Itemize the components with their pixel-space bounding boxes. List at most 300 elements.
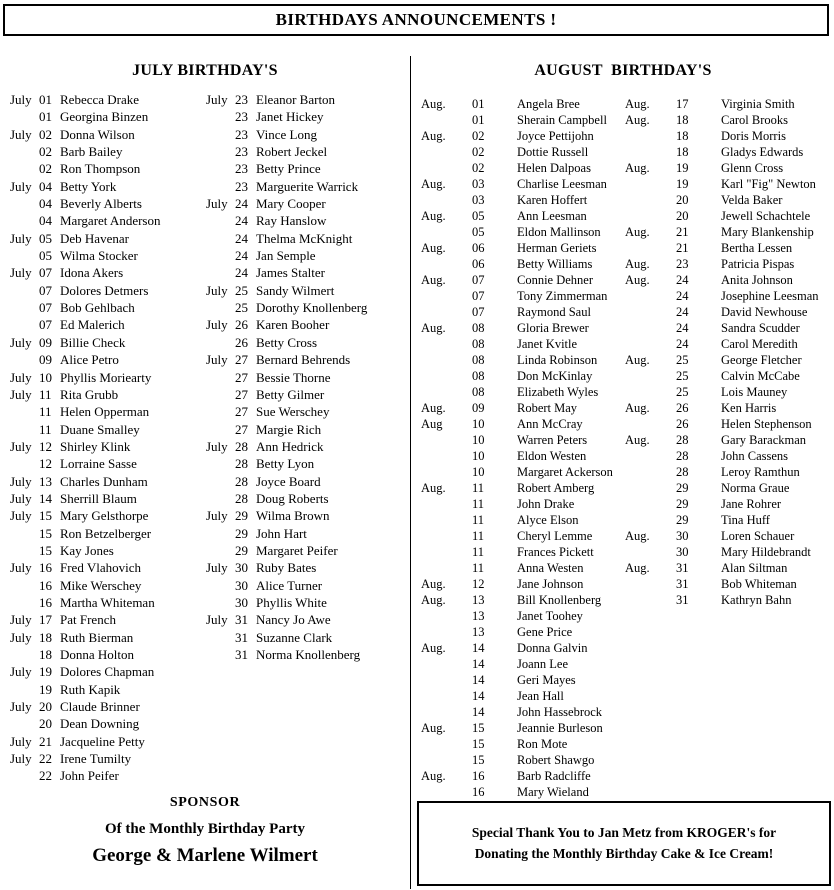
- day-number: 04: [39, 213, 52, 229]
- person-name: Betty Gilmer: [256, 386, 325, 402]
- person-name: Karl "Fig" Newton: [721, 177, 816, 191]
- person-name: Don McKinlay: [517, 369, 593, 383]
- day-number: 23: [235, 178, 248, 194]
- person-name: Bob Whiteman: [721, 577, 797, 591]
- birthday-row: [206, 195, 410, 212]
- day-number: 24: [235, 248, 248, 264]
- person-name: Shirley Klink: [60, 438, 131, 454]
- birthday-row: [421, 320, 625, 336]
- person-name: Wilma Brown: [256, 508, 330, 524]
- birthday-row: [10, 629, 206, 646]
- person-name: Fred Vlahovich: [60, 560, 141, 576]
- birthday-row: [421, 608, 625, 624]
- person-name: Vince Long: [256, 126, 317, 142]
- person-name: John Drake: [517, 497, 575, 511]
- person-name: Dolores Chapman: [60, 664, 155, 680]
- day-number: 01: [39, 92, 52, 107]
- day-number: 02: [39, 144, 52, 160]
- person-name: Dean Downing: [60, 716, 140, 732]
- person-name: Ruth Kapik: [60, 681, 121, 697]
- day-number: 19: [39, 664, 52, 680]
- day-number: 10: [472, 465, 485, 479]
- person-name: James Stalter: [256, 265, 325, 281]
- day-number: 29: [235, 525, 248, 541]
- day-number: 17: [676, 97, 689, 111]
- birthday-row: [206, 594, 410, 611]
- month-label: Aug.: [421, 593, 446, 607]
- birthday-row: [625, 144, 834, 160]
- month-label: July: [10, 386, 32, 402]
- birthday-row: [206, 421, 410, 438]
- month-label: July: [10, 473, 32, 489]
- person-name: Robert May: [517, 401, 578, 415]
- person-name: Bertha Lessen: [721, 241, 793, 255]
- day-number: 24: [235, 265, 248, 281]
- person-name: Barb Radcliffe: [517, 769, 591, 783]
- birthday-row: [421, 720, 625, 736]
- birthday-row: [625, 192, 834, 208]
- day-number: 10: [472, 449, 485, 463]
- day-number: 23: [235, 109, 248, 125]
- person-name: Josephine Leesman: [721, 289, 819, 303]
- person-name: Claude Brinner: [60, 699, 140, 715]
- sponsor-block: [0, 795, 410, 867]
- month-label: July: [10, 126, 32, 142]
- month-label: July: [10, 265, 32, 281]
- day-number: 31: [235, 612, 248, 628]
- person-name: Eldon Mallinson: [517, 225, 601, 239]
- person-name: Ken Harris: [721, 401, 777, 415]
- person-name: Loren Schauer: [721, 529, 795, 543]
- person-name: Angela Bree: [517, 97, 580, 111]
- july-section: [0, 42, 410, 867]
- person-name: Dolores Detmers: [60, 282, 149, 298]
- birthday-row: [206, 507, 410, 524]
- birthday-row: [625, 576, 834, 592]
- month-label: Aug.: [421, 641, 446, 655]
- month-label: Aug.: [421, 177, 446, 191]
- birthday-row: [421, 784, 625, 800]
- birthday-row: [625, 560, 834, 576]
- person-name: Sherain Campbell: [517, 113, 607, 127]
- day-number: 11: [39, 386, 52, 402]
- month-label: July: [10, 629, 32, 645]
- month-label: July: [206, 196, 228, 212]
- person-name: John Cassens: [721, 449, 789, 463]
- birthday-row: [206, 525, 410, 542]
- person-name: John Hart: [256, 525, 307, 541]
- month-label: July: [10, 178, 32, 194]
- birthday-row: [625, 240, 834, 256]
- month-label: July: [10, 733, 32, 749]
- birthday-row: [10, 369, 206, 386]
- day-number: 13: [472, 609, 485, 623]
- month-label: Aug.: [625, 257, 650, 271]
- birthday-row: [421, 560, 625, 576]
- day-number: 15: [39, 525, 52, 541]
- person-name: Ray Hanslow: [256, 213, 327, 229]
- august-section: [412, 42, 834, 800]
- person-name: Mary Gelsthorpe: [60, 508, 149, 524]
- day-number: 27: [235, 352, 248, 368]
- day-number: 22: [39, 768, 52, 784]
- birthday-row: [421, 240, 625, 256]
- day-number: 21: [676, 225, 689, 239]
- person-name: Suzanne Clark: [256, 629, 333, 645]
- birthday-row: [625, 480, 834, 496]
- birthday-row: [10, 230, 206, 247]
- month-label: July: [206, 560, 228, 576]
- birthday-row: [625, 176, 834, 192]
- day-number: 08: [472, 353, 485, 367]
- person-name: Duane Smalley: [60, 421, 140, 437]
- birthday-row: [421, 160, 625, 176]
- day-number: 31: [676, 577, 689, 591]
- birthday-row: [206, 212, 410, 229]
- birthday-row: [421, 736, 625, 752]
- birthday-row: [625, 512, 834, 528]
- birthday-row: [10, 715, 206, 732]
- day-number: 15: [472, 721, 485, 735]
- person-name: Kathryn Bahn: [721, 593, 792, 607]
- month-label: Aug.: [421, 769, 446, 783]
- person-name: Alice Petro: [60, 352, 119, 368]
- birthday-row: [421, 688, 625, 704]
- person-name: Bob Gehlbach: [60, 300, 135, 316]
- day-number: 20: [676, 193, 689, 207]
- birthday-row: [10, 750, 206, 767]
- birthday-row: [10, 386, 206, 403]
- birthday-row: [10, 421, 206, 438]
- day-number: 27: [235, 369, 248, 385]
- day-number: 11: [472, 481, 485, 495]
- day-number: 17: [39, 612, 52, 628]
- day-number: 11: [39, 421, 52, 437]
- birthday-row: [10, 299, 206, 316]
- day-number: 02: [39, 161, 52, 177]
- person-name: Calvin McCabe: [721, 369, 800, 383]
- day-number: 30: [235, 560, 248, 576]
- person-name: Wilma Stocker: [60, 248, 138, 264]
- day-number: 29: [676, 497, 689, 511]
- person-name: George Fletcher: [721, 353, 802, 367]
- birthday-row: [421, 496, 625, 512]
- day-number: 28: [235, 473, 248, 489]
- day-number: 12: [472, 577, 485, 591]
- birthday-row: [206, 108, 410, 125]
- person-name: Ann McCray: [517, 417, 583, 431]
- title-banner: [3, 4, 829, 36]
- birthday-row: [625, 416, 834, 432]
- birthday-row: [625, 320, 834, 336]
- birthday-row: [10, 108, 206, 125]
- birthday-row: [10, 542, 206, 559]
- birthday-row: [206, 386, 410, 403]
- person-name: Robert Amberg: [517, 481, 595, 495]
- day-number: 30: [676, 529, 689, 543]
- july-columns: [0, 91, 410, 785]
- day-number: 16: [472, 769, 485, 783]
- person-name: Herman Geriets: [517, 241, 597, 255]
- birthday-row: [625, 352, 834, 368]
- vertical-divider: [410, 56, 411, 889]
- birthday-row: [10, 455, 206, 472]
- month-label: July: [10, 92, 32, 107]
- birthday-row: [625, 96, 834, 112]
- month-label: Aug.: [625, 561, 650, 575]
- august-columns: [412, 96, 834, 800]
- person-name: Donna Galvin: [517, 641, 588, 655]
- birthday-row: [206, 160, 410, 177]
- day-number: 31: [235, 629, 248, 645]
- month-label: Aug.: [625, 97, 650, 111]
- month-label: Aug.: [625, 433, 650, 447]
- person-name: Mary Cooper: [256, 196, 326, 212]
- day-number: 28: [235, 438, 248, 454]
- birthday-row: [206, 351, 410, 368]
- person-name: Alyce Elson: [517, 513, 579, 527]
- thank-you-box: [417, 801, 831, 886]
- day-number: 07: [39, 282, 52, 298]
- day-number: 07: [39, 317, 52, 333]
- birthday-row: [421, 464, 625, 480]
- person-name: Norma Knollenberg: [256, 647, 361, 662]
- day-number: 24: [235, 230, 248, 246]
- person-name: Deb Havenar: [60, 230, 129, 246]
- person-name: Ron Betzelberger: [60, 525, 152, 541]
- day-number: 29: [676, 513, 689, 527]
- person-name: Bernard Behrends: [256, 352, 351, 368]
- person-name: Carol Meredith: [721, 337, 798, 351]
- person-name: Mary Hildebrandt: [721, 545, 811, 559]
- person-name: Joyce Pettijohn: [517, 129, 594, 143]
- day-number: 29: [676, 481, 689, 495]
- day-number: 09: [472, 401, 485, 415]
- month-label: Aug.: [421, 241, 446, 255]
- day-number: 04: [39, 196, 52, 212]
- day-number: 15: [39, 542, 52, 558]
- birthday-row: [206, 629, 410, 646]
- birthday-row: [206, 230, 410, 247]
- birthday-row: [421, 272, 625, 288]
- day-number: 11: [472, 513, 485, 527]
- day-number: 11: [472, 497, 485, 511]
- birthday-row: [421, 224, 625, 240]
- day-number: 06: [472, 257, 485, 271]
- day-number: 27: [235, 421, 248, 437]
- month-label: Aug.: [421, 721, 446, 735]
- person-name: John Hassebrock: [517, 705, 603, 719]
- person-name: Rebecca Drake: [60, 92, 140, 107]
- person-name: Ed Malerich: [60, 317, 125, 333]
- birthday-row: [206, 91, 410, 108]
- birthday-row: [421, 656, 625, 672]
- month-label: July: [206, 92, 228, 107]
- person-name: Jan Semple: [256, 248, 316, 264]
- birthday-row: [625, 528, 834, 544]
- thank-you-line-1: Special Thank You to Jan Metz from KROGER's for: [471, 825, 777, 840]
- month-label: Aug.: [421, 321, 446, 335]
- person-name: Janet Toohey: [517, 609, 583, 623]
- person-name: Sandy Wilmert: [256, 282, 335, 298]
- day-number: 01: [472, 113, 485, 127]
- person-name: Gary Barackman: [721, 433, 807, 447]
- person-name: Donna Holton: [60, 647, 135, 662]
- day-number: 18: [39, 647, 52, 662]
- person-name: Janet Hickey: [256, 109, 324, 125]
- day-number: 07: [472, 305, 485, 319]
- person-name: Gloria Brewer: [517, 321, 589, 335]
- person-name: Gladys Edwards: [721, 145, 804, 159]
- person-name: Margaret Peifer: [256, 542, 338, 558]
- birthday-row: [625, 384, 834, 400]
- month-label: July: [206, 317, 228, 333]
- day-number: 28: [235, 456, 248, 472]
- person-name: Jacqueline Petty: [60, 733, 145, 749]
- day-number: 25: [235, 300, 248, 316]
- day-number: 23: [235, 144, 248, 160]
- month-label: Aug.: [625, 529, 650, 543]
- birthday-row: [421, 352, 625, 368]
- person-name: Mary Blankenship: [721, 225, 814, 239]
- july-column-2: [206, 91, 410, 785]
- day-number: 18: [39, 629, 52, 645]
- person-name: Betty Prince: [256, 161, 321, 177]
- birthday-row: [10, 403, 206, 420]
- day-number: 07: [472, 273, 485, 287]
- month-label: Aug.: [421, 209, 446, 223]
- day-number: 26: [676, 401, 689, 415]
- birthday-row: [625, 432, 834, 448]
- person-name: Virginia Smith: [721, 97, 795, 111]
- person-name: Dottie Russell: [517, 145, 589, 159]
- person-name: Velda Baker: [721, 193, 783, 207]
- birthday-row: [421, 528, 625, 544]
- birthday-row: [10, 264, 206, 281]
- day-number: 13: [472, 625, 485, 639]
- month-label: July: [10, 699, 32, 715]
- day-number: 20: [39, 699, 52, 715]
- day-number: 19: [676, 177, 689, 191]
- day-number: 14: [472, 673, 485, 687]
- birthday-row: [10, 681, 206, 698]
- birthday-row: [625, 224, 834, 240]
- day-number: 21: [676, 241, 689, 255]
- birthday-row: [421, 544, 625, 560]
- birthday-row: [10, 559, 206, 576]
- day-number: 25: [676, 385, 689, 399]
- day-number: 07: [472, 289, 485, 303]
- birthday-row: [421, 336, 625, 352]
- day-number: 26: [676, 417, 689, 431]
- person-name: Bessie Thorne: [256, 369, 331, 385]
- person-name: Betty York: [60, 178, 117, 194]
- day-number: 14: [472, 705, 485, 719]
- birthday-row: [421, 304, 625, 320]
- person-name: Alan Siltman: [721, 561, 788, 575]
- day-number: 23: [235, 161, 248, 177]
- day-number: 31: [676, 561, 689, 575]
- month-label: July: [10, 490, 32, 506]
- birthday-row: [421, 672, 625, 688]
- birthday-row: [625, 448, 834, 464]
- day-number: 01: [472, 97, 485, 111]
- day-number: 15: [472, 753, 485, 767]
- birthday-row: [625, 272, 834, 288]
- month-label: Aug.: [421, 129, 446, 143]
- day-number: 23: [235, 92, 248, 107]
- month-label: Aug.: [625, 161, 650, 175]
- birthday-row: [421, 416, 625, 432]
- birthday-row: [421, 192, 625, 208]
- birthday-row: [625, 400, 834, 416]
- day-number: 05: [472, 225, 485, 239]
- birthday-row: [10, 178, 206, 195]
- july-column-1: [10, 91, 206, 785]
- day-number: 15: [472, 737, 485, 751]
- day-number: 10: [472, 433, 485, 447]
- birthday-row: [421, 96, 625, 112]
- person-name: Sherrill Blaum: [60, 490, 137, 506]
- day-number: 24: [676, 289, 689, 303]
- birthday-row: [206, 126, 410, 143]
- birthday-row: [206, 403, 410, 420]
- day-number: 30: [235, 577, 248, 593]
- day-number: 02: [472, 129, 485, 143]
- birthday-row: [10, 577, 206, 594]
- birthday-row: [421, 288, 625, 304]
- person-name: Billie Check: [60, 334, 126, 350]
- birthday-row: [10, 212, 206, 229]
- birthday-row: [206, 611, 410, 628]
- day-number: 24: [235, 196, 248, 212]
- month-label: Aug: [421, 417, 443, 431]
- person-name: Alice Turner: [256, 577, 323, 593]
- person-name: Dorothy Knollenberg: [256, 300, 368, 316]
- birthday-row: [10, 143, 206, 160]
- day-number: 11: [39, 404, 52, 420]
- person-name: Nancy Jo Awe: [256, 612, 331, 628]
- day-number: 30: [676, 545, 689, 559]
- person-name: Karen Hoffert: [517, 193, 588, 207]
- birthday-row: [421, 128, 625, 144]
- sponsor-label: SPONSOR: [169, 794, 241, 810]
- day-number: 23: [235, 126, 248, 142]
- day-number: 10: [472, 417, 485, 431]
- person-name: Betty Williams: [517, 257, 593, 271]
- birthday-row: [625, 544, 834, 560]
- day-number: 02: [472, 161, 485, 175]
- sponsor-name: George & Marlene Wilmert: [92, 844, 318, 866]
- person-name: Sandra Scudder: [721, 321, 800, 335]
- person-name: Margaret Ackerson: [517, 465, 613, 479]
- day-number: 08: [472, 385, 485, 399]
- birthday-row: [10, 733, 206, 750]
- birthday-row: [421, 640, 625, 656]
- day-number: 31: [235, 647, 248, 662]
- day-number: 22: [39, 751, 52, 767]
- day-number: 03: [472, 177, 485, 191]
- day-number: 11: [472, 529, 485, 543]
- day-number: 24: [676, 273, 689, 287]
- birthday-row: [625, 464, 834, 480]
- birthday-row: [625, 208, 834, 224]
- birthday-row: [421, 576, 625, 592]
- person-name: Lois Mauney: [721, 385, 788, 399]
- person-name: Charlise Leesman: [517, 177, 607, 191]
- day-number: 05: [472, 209, 485, 223]
- day-number: 02: [472, 145, 485, 159]
